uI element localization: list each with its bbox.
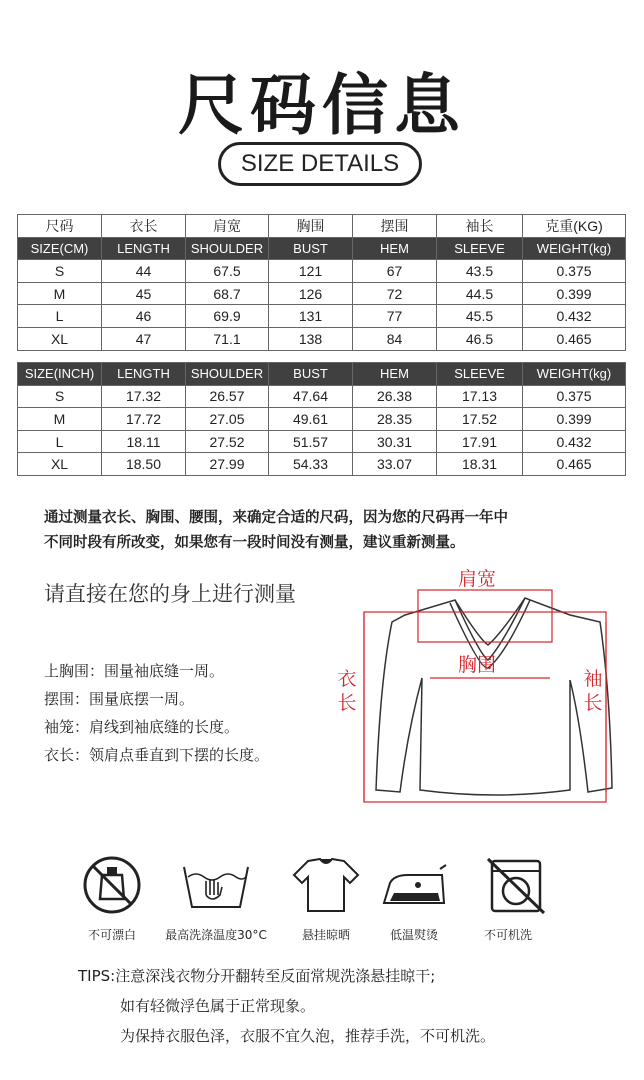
table-cell: 49.61: [269, 408, 353, 431]
header-cell: HEM: [353, 237, 437, 260]
page-subtitle: SIZE DETAILS: [218, 142, 422, 186]
table-cell: 47.64: [269, 385, 353, 408]
table-cell: 45: [102, 282, 186, 305]
care-label: 最高洗涤温度30°C: [165, 928, 267, 942]
table-header-cn: [18, 215, 626, 238]
header-cell: SHOULDER: [186, 237, 269, 260]
table-row: [18, 385, 626, 408]
care-label: 低温熨烫: [389, 928, 438, 942]
tips-line-1: TIPS:注意深浅衣物分开翻转至反面常规洗涤悬挂晾干;: [78, 967, 436, 985]
header-cell: BUST: [269, 363, 353, 386]
header-cell: HEM: [353, 363, 437, 386]
table-cell: 0.375: [523, 260, 626, 283]
table-cell: 47: [102, 327, 186, 350]
table-cell: 67.5: [186, 260, 269, 283]
table-row: [18, 260, 626, 283]
table-cell: 121: [269, 260, 353, 283]
header-cell: SHOULDER: [186, 363, 269, 386]
table-cell: 27.52: [186, 430, 269, 453]
size-table-cm: [17, 214, 626, 351]
table-cell: 51.57: [269, 430, 353, 453]
table-cell: XL: [18, 453, 102, 476]
table-cell: 17.91: [437, 430, 523, 453]
table-cell: 71.1: [186, 327, 269, 350]
care-label: 悬挂晾晒: [301, 928, 350, 942]
table-cell: 0.375: [523, 385, 626, 408]
table-cell: 69.9: [186, 305, 269, 328]
measure-note-line-1: 通过测量衣长、胸围、腰围，来确定合适的尺码，因为您的尺码再一年中: [44, 510, 508, 526]
header-cell: 衣长: [102, 215, 186, 238]
header-cell: 尺码: [18, 215, 102, 238]
table-cell: 131: [269, 305, 353, 328]
header-cell: WEIGHT(kg): [523, 363, 626, 386]
hang-dry-icon: [286, 855, 366, 915]
table-cell: 0.399: [523, 408, 626, 431]
table-row: [18, 453, 626, 476]
table-cell: 27.05: [186, 408, 269, 431]
care-label: 不可机洗: [483, 928, 532, 942]
measure-line: 衣长：领肩点垂直到下摆的长度。: [44, 746, 270, 764]
table-cell: 18.50: [102, 453, 186, 476]
table-cell: 33.07: [353, 453, 437, 476]
table-cell: 0.432: [523, 430, 626, 453]
table-cell: 26.57: [186, 385, 269, 408]
table-cell: 17.52: [437, 408, 523, 431]
table-cell: 138: [269, 327, 353, 350]
shirt-outline-icon: [376, 598, 612, 795]
size-table-inch: [17, 362, 626, 476]
header-cell: 克重(KG): [523, 215, 626, 238]
table-row: [18, 430, 626, 453]
header-cell: LENGTH: [102, 363, 186, 386]
table-cell: 30.31: [353, 430, 437, 453]
wash-30-icon: [176, 855, 256, 915]
sleeve-label: 袖长: [583, 668, 603, 714]
no-machine-wash-icon: [476, 855, 556, 915]
table-cell: 77: [353, 305, 437, 328]
header-cell: LENGTH: [102, 237, 186, 260]
table-cell: 84: [353, 327, 437, 350]
table-cell: L: [18, 430, 102, 453]
table-cell: 17.72: [102, 408, 186, 431]
length-label: 衣长: [337, 668, 357, 714]
table-cell: 0.465: [523, 453, 626, 476]
measure-note-line-2: 不同时段有所改变，如果您有一段时间没有测量，建议重新测量。: [44, 535, 465, 551]
table-row: [18, 408, 626, 431]
header-cell: SIZE(CM): [18, 237, 102, 260]
table-cell: 0.465: [523, 327, 626, 350]
table-cell: 43.5: [437, 260, 523, 283]
page-title: 尺码信息: [178, 67, 466, 144]
table-cell: 72: [353, 282, 437, 305]
header-cell: SIZE(INCH): [18, 363, 102, 386]
table-cell: 18.11: [102, 430, 186, 453]
header-cell: SLEEVE: [437, 237, 523, 260]
table-cell: 27.99: [186, 453, 269, 476]
header-cell: 胸围: [269, 215, 353, 238]
care-label: 不可漂白: [87, 928, 136, 942]
no-bleach-icon: [72, 855, 152, 915]
header-cell: 摆围: [353, 215, 437, 238]
header-cell: SLEEVE: [437, 363, 523, 386]
header-cell: 肩宽: [186, 215, 269, 238]
table-cell: 44: [102, 260, 186, 283]
table-cell: S: [18, 385, 102, 408]
low-iron-icon: [378, 855, 458, 915]
table-cell: M: [18, 408, 102, 431]
measure-line: 上胸围：围量袖底缝一周。: [44, 662, 225, 680]
shoulder-label: 肩宽: [458, 568, 497, 590]
table-cell: 17.32: [102, 385, 186, 408]
tips-line-2: 如有轻微浮色属于正常现象。: [120, 997, 316, 1015]
table-cell: 0.432: [523, 305, 626, 328]
table-cell: 46: [102, 305, 186, 328]
table-cell: L: [18, 305, 102, 328]
table-cell: 28.35: [353, 408, 437, 431]
header-cell: BUST: [269, 237, 353, 260]
table-cell: XL: [18, 327, 102, 350]
table-cell: 126: [269, 282, 353, 305]
table-row: [18, 305, 626, 328]
table-cell: 44.5: [437, 282, 523, 305]
tips-line-3: 为保持衣服色泽，衣服不宜久泡，推荐手洗，不可机洗。: [120, 1027, 496, 1045]
table-row: [18, 327, 626, 350]
table-cell: 18.31: [437, 453, 523, 476]
measure-subhead: 请直接在您的身上进行测量: [44, 582, 296, 606]
table-header-en: [18, 237, 626, 260]
bust-label: 胸围: [458, 654, 497, 676]
table-cell: 67: [353, 260, 437, 283]
measure-line: 摆围：围量底摆一周。: [44, 690, 195, 708]
header-cell: WEIGHT(kg): [523, 237, 626, 260]
header-cell: 袖长: [437, 215, 523, 238]
table-cell: 68.7: [186, 282, 269, 305]
table-cell: 54.33: [269, 453, 353, 476]
table-cell: 46.5: [437, 327, 523, 350]
table-cell: 45.5: [437, 305, 523, 328]
table-cell: 17.13: [437, 385, 523, 408]
measure-line: 袖笼：肩线到袖底缝的长度。: [44, 718, 240, 736]
table-cell: 0.399: [523, 282, 626, 305]
table-cell: 26.38: [353, 385, 437, 408]
table-row: [18, 282, 626, 305]
table-cell: M: [18, 282, 102, 305]
table-cell: S: [18, 260, 102, 283]
table-header-en: [18, 363, 626, 386]
